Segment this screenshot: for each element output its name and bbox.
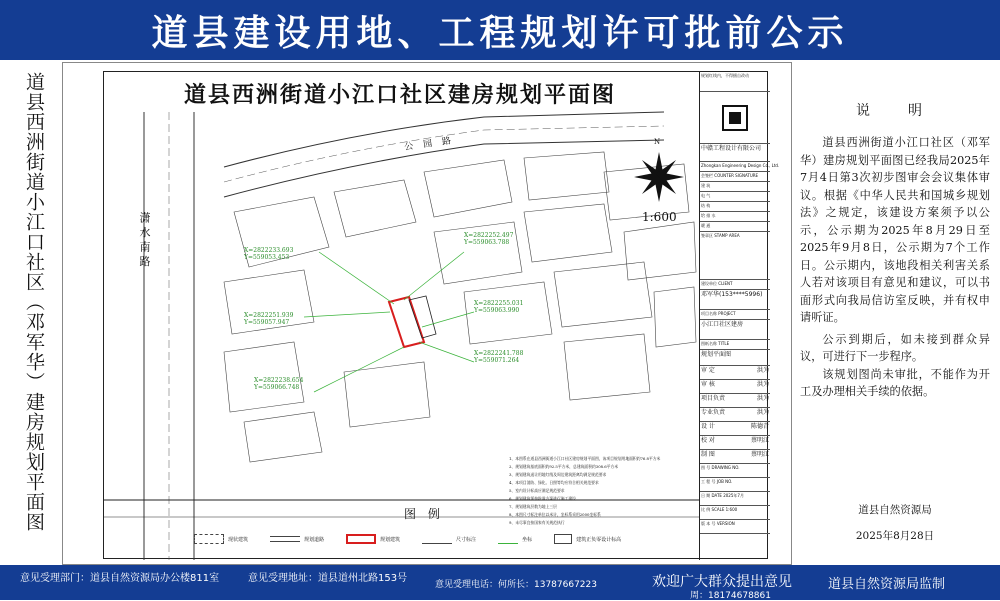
- notice-body: 道县西洲街道小江口社区（邓军华）建房规划平面图已经我局2025年7月4日第3次初步图审会会议集体审议。根据《中华人民共和国城乡规划法》之规定，该建设方案须予以公示，公示期为2025年8月29日至2025年9月8日，公示期为7个工作日。公示期内，该地段相关利害关系人若对该项目有意见和建议，可以书面形式向我局信访室反映，并有权申请听证。: [800, 136, 990, 324]
- legend-item: 尺寸标注: [422, 534, 476, 544]
- notice-org: 道县自然资源局: [858, 504, 932, 516]
- tb-discipline: 结 构: [700, 202, 770, 212]
- legend-redline-icon: [346, 534, 376, 544]
- note-line: 6、规划建筑须按批准方案进行施工建设: [509, 496, 576, 501]
- tb-signature-label: 会签栏 COUNTER SIGNATURE: [700, 172, 770, 182]
- tb-company: 中赣工程设计有限公司: [700, 144, 770, 162]
- note-line: 5、室内设计标高应满足规范要求: [509, 488, 565, 493]
- plan-title: 道县西洲街道小江口社区建房规划平面图: [184, 82, 617, 108]
- north-label: N: [654, 138, 661, 146]
- note-line: 1、本图系在道县西洲街道小江口社区建房规划平面图，该项目规划用地面积约76.8平方米: [509, 456, 661, 461]
- note-line: 8、本图尺寸标注单位以米计，坐标系采用2000坐标系: [509, 512, 601, 517]
- plan-drawing: [103, 71, 780, 559]
- coordinate-leader-lines: [304, 252, 474, 392]
- tb-drawing-no: 图 号 DRAWING NO.: [700, 464, 770, 478]
- coord-label-1: X=2822233.693 Y=559053.453: [244, 247, 294, 261]
- footer-phone-1: 意见受理电话：何所长：13787667223: [435, 580, 597, 590]
- legend-title: 图 例: [404, 507, 444, 521]
- legend-item: 坐标: [498, 534, 532, 544]
- tb-drawing-label: 图纸名称 TITLE: [700, 340, 770, 350]
- notice-panel: [800, 100, 990, 560]
- tb-role-row: 校 对 蔡明江: [700, 436, 770, 450]
- legend-item: 规划道路: [270, 536, 324, 543]
- legend-dimension-icon: [422, 534, 452, 544]
- left-caption-panel: [8, 72, 60, 562]
- banner-title: 道县建设用地、工程规划许可批前公示: [151, 12, 849, 54]
- legend-road-icon: [270, 536, 300, 542]
- tb-role-row: 设 计 陈德青: [700, 422, 770, 436]
- legend-existing-icon: [194, 534, 224, 544]
- tb-job-no: 工 程 号 JOB NO.: [700, 478, 770, 492]
- notice-para-2: 公示到期后，如未接到群众异议，可进行下一步程序。: [800, 332, 990, 363]
- coord-label-3: X=2822251.939 Y=559057.947: [244, 312, 294, 326]
- footer-supervisor: 道县自然资源局监制: [828, 577, 946, 592]
- footer-address: 意见受理地址：道县道州北路153号: [248, 573, 408, 584]
- map-scale: 1:600: [642, 210, 677, 224]
- tb-role-row: 制 图 蔡明江: [700, 450, 770, 464]
- legend-coord-icon: [498, 534, 518, 544]
- tb-role-row: 专业负责 洪为: [700, 408, 770, 422]
- title-block: [699, 72, 780, 560]
- coord-label-6: X=2822238.654 Y=559066.748: [254, 377, 304, 391]
- company-logo-icon: [722, 105, 748, 131]
- coord-label-2: X=2822252.497 Y=559063.788: [464, 232, 514, 246]
- coord-label-4: X=2822255.031 Y=559063.990: [474, 300, 524, 314]
- planned-building-redline: [389, 297, 424, 347]
- notice-title: 说 明: [856, 103, 934, 119]
- note-line: 9、未尽事宜按国家有关规范执行: [509, 520, 565, 525]
- tb-company-en: Zhongkan Engineering Design Co., Ltd.: [700, 162, 770, 172]
- tb-discipline: 暖 通: [700, 222, 770, 232]
- road-east-edge-lower: [224, 140, 664, 197]
- tb-discipline: 电 气: [700, 192, 770, 202]
- tb-role-row: 审 定 洪为: [700, 366, 770, 380]
- tb-stamp-note: 规划红线内，不得擅自改动: [700, 72, 770, 92]
- road-east-label: 公园路: [403, 135, 462, 153]
- tb-drawing: 规划平面图: [700, 350, 770, 366]
- tb-logo: [700, 92, 770, 144]
- tb-discipline: 给 排 水: [700, 212, 770, 222]
- footer-phone-2: 周：18174678861: [690, 591, 771, 601]
- tb-scale: 比 例 SCALE 1:600: [700, 506, 770, 520]
- tb-version: 版 本 号 VERSION: [700, 520, 770, 534]
- note-line: 7、规划建筑层数为地上三层: [509, 504, 557, 509]
- tb-project: 小江口社区建房: [700, 320, 770, 340]
- tb-discipline: 建 筑: [700, 182, 770, 192]
- tb-client: 邓军华(153****5996): [700, 290, 770, 310]
- tb-project-label: 项目名称 PROJECT: [700, 310, 770, 320]
- north-arrow: [634, 152, 684, 202]
- notice-date: 2025年8月28日: [855, 530, 935, 542]
- plan-drawing-frame: [62, 62, 792, 565]
- note-line: 3、规划建筑退让用地红线及周边建筑距离均满足规范要求: [509, 472, 607, 477]
- legend: [194, 524, 694, 554]
- notice-para-3: 该规划图尚未审批，不能作为开工及办理相关手续的依据。: [800, 367, 990, 398]
- tb-stamp-area: 签章区 STAMP AREA: [700, 232, 770, 280]
- footer-bar: [0, 565, 1000, 600]
- legend-item: 规划建筑: [346, 534, 400, 544]
- tb-date: 日 期 DATE 2025年7月: [700, 492, 770, 506]
- legend-item: 建筑正负零设计标高: [554, 534, 621, 544]
- footer-slogan: 欢迎广大群众提出意见: [652, 574, 792, 590]
- planned-building-outline: [409, 296, 436, 338]
- footer-dept: 意见受理部门：道县自然资源局办公楼811室: [20, 573, 220, 584]
- road-west-label: 潇 水 南 路: [138, 212, 151, 267]
- tb-role-row: 项目负责 洪为: [700, 394, 770, 408]
- coord-label-5: X=2822241.788 Y=559071.264: [474, 350, 524, 364]
- left-vertical-caption: 道县西洲街道小江口社区（邓军华）建房规划平面图: [23, 72, 45, 532]
- top-banner: [0, 0, 1000, 60]
- existing-buildings: [224, 152, 696, 462]
- plan-notes: [509, 455, 694, 527]
- legend-elevation-icon: [554, 534, 572, 544]
- tb-role-row: 审 核 洪为: [700, 380, 770, 394]
- note-line: 4、本项目消防、绿化、日照等均应符合相关规范要求: [509, 480, 599, 485]
- tb-client-label: 建设单位 CLIENT: [700, 280, 770, 290]
- note-line: 2、规划建筑基底面积约92.5平方米，总建筑面积约308.6平方米: [509, 464, 619, 469]
- legend-item: 现状建筑: [194, 534, 248, 544]
